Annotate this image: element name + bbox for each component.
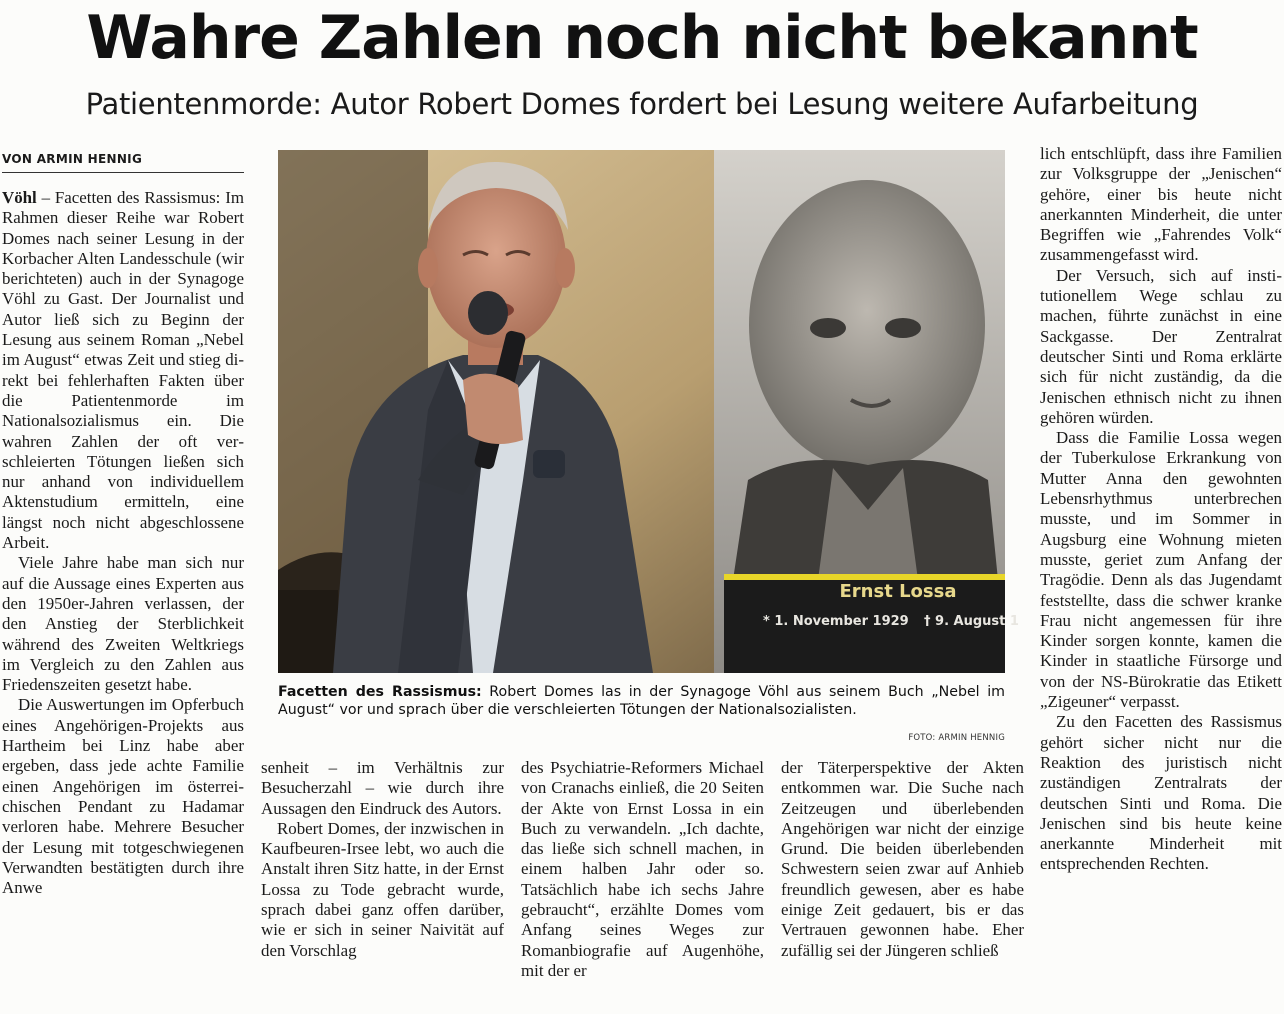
article-column-2 [261,758,504,1014]
paragraph: Viele Jahre habe man sich nur auf die Aussage eines Experten aus den 1950er-Jahren verlassen, der den Anstieg der Sterblichkeit während des Zweiten Weltkriegs im Vergleich zu den Zahlen aus Friedenszeiten gesetzt habe. [2,553,244,695]
headline: Wahre Zahlen noch nicht bekannt [86,3,1198,73]
poster-birth-date: * 1. November 1929 [763,614,909,629]
subheadline: Patientenmorde: Autor Robert Domes fordert bei Lesung weitere Aufarbeitung [85,87,1199,121]
caption-lead: Facetten des Rassismus: [278,684,482,700]
paragraph: Die Auswertungen im Opferbuch eines Angehörigen-Projekts aus Hartheim bei Linz habe aber ergeben, dass jede achte Familie einen Angehörigen im österreichischen Pendant zu Hadamar verloren habe. Mehrere Besucher der Lesung mit totgeschwiegenen Verwandten bestätigten durch ihre Anwe [2,695,244,898]
paragraph: Robert Domes, der inzwischen in Kaufbeuren-Irsee lebt, wo auch die Anstalt ihren Sitz hatte, in der Ernst Lossa zu Tode gebracht wurde, sprach dabei ganz offen darüber, wie er sich in seiner Naivität auf den Vorschlag [261,818,504,960]
caption-text: Robert Domes las in der Synagoge Vöhl aus seinem Buch „Nebel im August“ vor und sprach über die verschleierten Tötungen der Nationalsozialisten. [278,684,1005,718]
poster-name: Ernst Lossa [839,581,957,602]
paragraph: Der Versuch, sich auf institutionellem Wege schlau zu machen, führte zunächst in eine Sackgasse. Der Zentralrat deutscher Sinti und Roma erklärte sich für nicht zuständig, da die Jenischen ethnisch nicht zu ihnen gehören würden. [1040,265,1282,427]
paragraph: des Psychiatrie-Reformers Michael von Cranachs einließ, die 20 Seiten der Akte von Ernst Lossa in ein Buch zu verwandeln. „Ich dachte, das ließe sich schnell machen, in einem halben Jahr oder so. Tatsächlich habe ich sechs Jahre gebraucht“, erzählte Domes vom Anfang seines Weges zur Romanbiografie auf Augenhöhe, mit der er [521,758,764,980]
article-photo [278,150,1019,673]
article-column-3 [521,758,764,1014]
paragraph: der Täterperspektive der Akten entkommen war. Die Suche nach Zeitzeugen und überlebenden Angehörigen war nicht der einzige Grund. Die beiden überlebenden Schwestern seien zwar auf Anhieb freundlich gewesen, aber es habe einige Zeit gedauert, bis er das Vertrauen gewonnen habe. Eher zufällig sei der Jüngeren schließ [781,758,1024,960]
paragraph-text: – Facetten des Rassismus: Im Rahmen dieser Reihe war Robert Domes nach seiner Lesung in der Korbacher Alten Landesschule (wir berichteten) auch in der Synagoge Vöhl zu Gast. Der Journalist und Autor ließ sich zu Beginn der Lesung aus seinem Roman „Nebel im August“ etwas Zeit und stieg direkt bei fehlerhaften Fakten über die Patientenmorde im Nationalsozialismus ein. Die wahren Zahlen der oft verschleierten Tötungen ließen sich nur anhand von individuellem Aktenstudium ermitteln, eine längst noch nicht abgeschlossene Arbeit. [2,188,244,553]
article-column-1 [2,188,244,1014]
photo-credit: FOTO: ARMIN HENNIG [908,733,1005,743]
paragraph: Dass die Familie Lossa wegen der Tuberkulose Erkrankung von Mutter Anna den gewohnten Lebensrhythmus unterbrechen musste, und im Sommer in Augsburg eine Wohnung mieten musste, geriet zum Anfang der Tragödie. Denn als das Jugendamt feststellte, dass die schwer kranke Frau nicht angemessen für ihre Kinder sorgen konnte, kamen die Kinder in staatliche Fürsorge und von der NS-Bürokratie das Etikett „Zigeuner“ verpasst. [1040,428,1282,712]
photo-caption [278,683,1005,719]
paragraph: Zu den Facetten des Rassismus gehört sicher nicht nur die Reaktion des juristisch nicht zuständigen Zentralrats der deutschen Sinti und Roma. Die Jenischen sind bis heute keine anerkannte Minderheit mit entsprechenden Rechten. [1040,712,1282,874]
poster-death-date: † 9. August 1 [924,614,1019,629]
paragraph: senheit – im Verhältnis zur Besucherzahl – wie durch ihre Aussagen den Eindruck des Autors. [261,758,504,818]
dateline: Vöhl [2,188,37,207]
article-column-4 [781,758,1024,1014]
byline: VON ARMIN HENNIG [2,152,244,173]
article-column-5 [1040,144,1282,1014]
paragraph: lich entschlüpft, dass ihre Familien zur Volksgruppe der „Jenischen“ gehöre, einer bis heute nicht anerkannten Minderheit, die unter Begriffen wie „Fahrendes Volk“ zusammengefasst wird. [1040,144,1282,265]
paragraph [2,188,244,553]
